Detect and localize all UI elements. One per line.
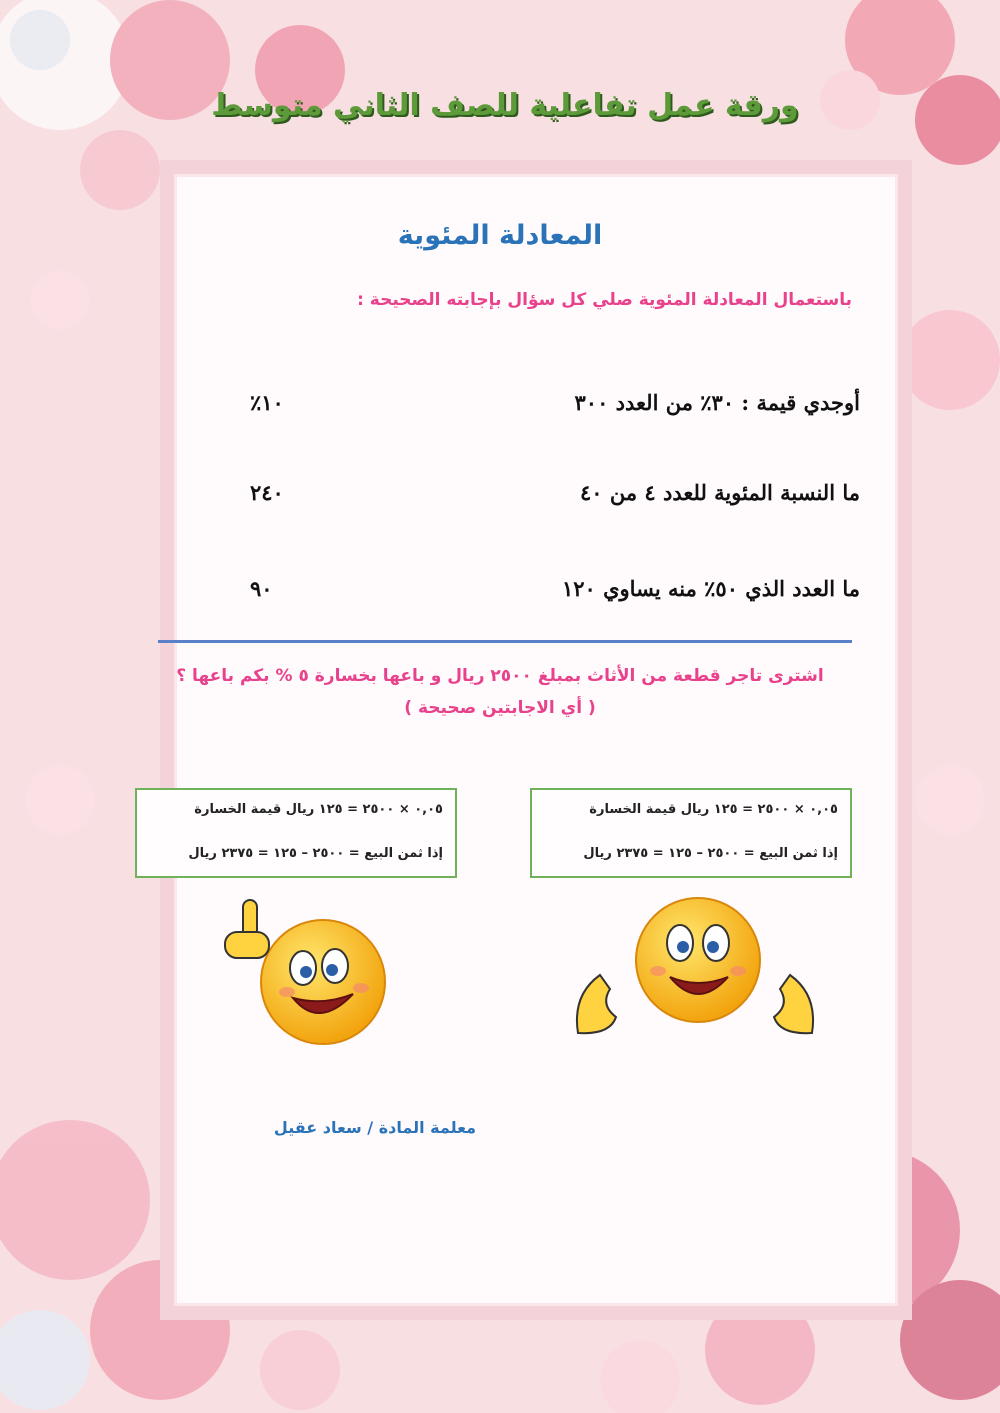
word-problem-question: اشترى تاجر قطعة من الأثاث بمبلغ ٢٥٠٠ ريال و باعها بخسارة ٥ % بكم باعها ؟ [176, 666, 824, 686]
match-row-3 [200, 576, 860, 616]
option-line-2: إذا ثمن البيع = ٢٥٠٠ – ١٢٥ = ٢٣٧٥ ريال [188, 846, 443, 861]
option-line-1: ٠,٠٥ × ٢٥٠٠ = ١٢٥ ريال قيمة الخسارة [589, 802, 838, 817]
match-question[interactable]: ما النسبة المئوية للعدد ٤ من ٤٠ [579, 480, 860, 505]
answer-option-right[interactable] [530, 788, 852, 878]
pointing-smiley-icon [215, 880, 395, 1050]
match-row-2 [200, 480, 860, 520]
option-line-2: إذا ثمن البيع = ٢٥٠٠ – ١٢٥ = ٢٣٧٥ ريال [583, 846, 838, 861]
answer-option-left[interactable] [135, 788, 457, 878]
teacher-name: معلمة المادة / سعاد عقيل [273, 1118, 477, 1137]
worksheet-title: ورقة عمل تفاعلية للصف الثاني متوسط [211, 88, 799, 123]
section-divider [158, 640, 852, 643]
welcoming-smiley-icon [570, 885, 820, 1045]
option-line-1: ٠,٠٥ × ٢٥٠٠ = ١٢٥ ريال قيمة الخسارة [194, 802, 443, 817]
match-question[interactable]: أوجدي قيمة : ٣٠٪ من العدد ٣٠٠ [574, 390, 860, 415]
match-row-1 [200, 390, 860, 430]
lesson-title: المعادلة المئوية [397, 220, 603, 251]
match-answer[interactable]: ١٠٪ [250, 390, 284, 415]
match-question[interactable]: ما العدد الذي ٥٠٪ منه يساوي ١٢٠ [561, 576, 860, 601]
match-answer[interactable]: ٩٠ [250, 576, 273, 601]
match-answer[interactable]: ٢٤٠ [250, 480, 284, 505]
word-problem [140, 660, 860, 724]
instructions: باستعمال المعادلة المئوية صلي كل سؤال بإجابته الصحيحة : [357, 290, 852, 310]
content-frame [160, 160, 912, 1320]
word-problem-prompt: ( أي الاجابتين صحيحة ) [404, 698, 596, 718]
